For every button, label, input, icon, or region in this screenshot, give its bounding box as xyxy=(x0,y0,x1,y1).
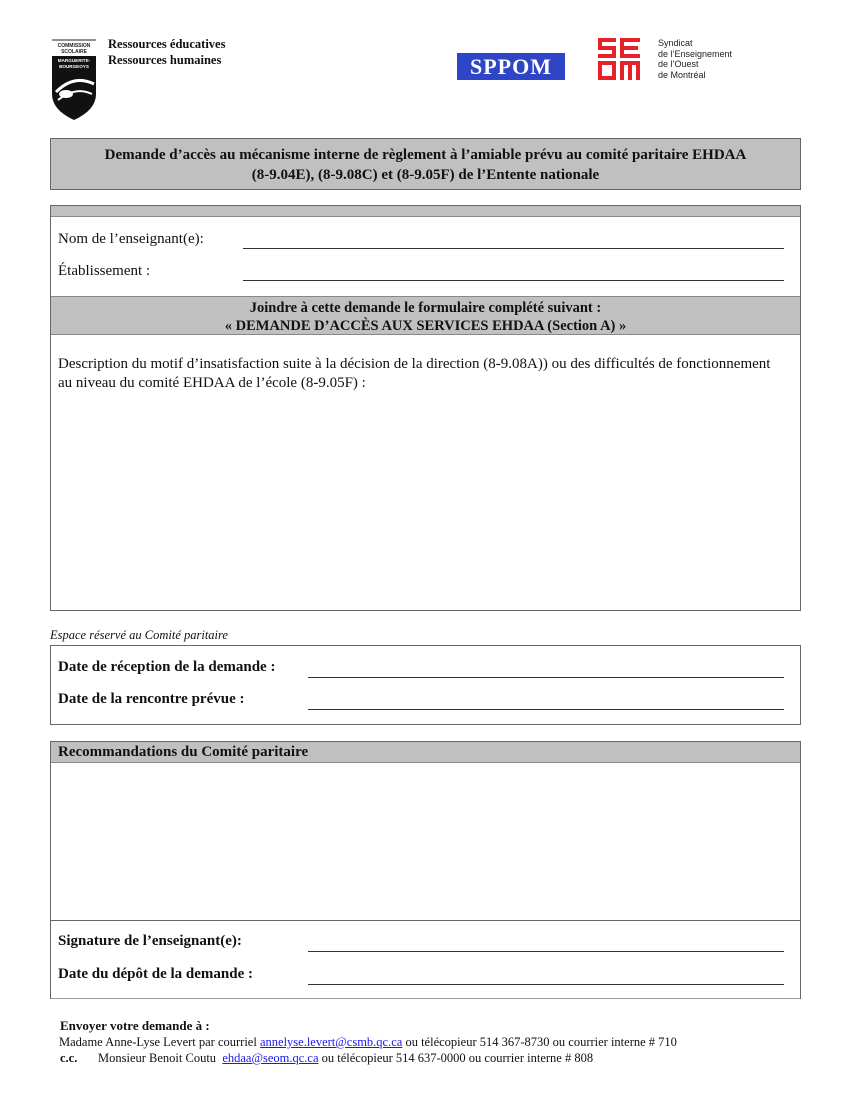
seom-name-line: de Montréal xyxy=(658,69,706,80)
cc-contact-prefix: Monsieur Benoit Coutu xyxy=(98,1051,223,1065)
recommendations-header: Recommandations du Comité paritaire xyxy=(51,742,800,763)
cc-contact-email-link[interactable]: ehdaa@seom.qc.ca xyxy=(222,1051,319,1065)
deposit-date-label: Date du dépôt de la demande : xyxy=(58,966,254,982)
form-title-line-2: (8-9.04E), (8-9.08C) et (8-9.05F) de l’Entente nationale xyxy=(251,167,600,183)
primary-contact-prefix: Madame Anne-Lyse Levert par courriel xyxy=(59,1035,260,1049)
primary-contact-email-link[interactable]: annelyse.levert@csmb.qc.ca xyxy=(259,1035,403,1049)
signature-label: Signature de l’enseignant(e): xyxy=(58,933,242,949)
teacher-name-field[interactable] xyxy=(243,248,784,249)
logo-text-line: BOURGEOYS xyxy=(59,64,89,69)
seom-name-line: Syndicat xyxy=(658,38,693,48)
cc-label: c.c. xyxy=(60,1051,78,1065)
school-label: Établissement : xyxy=(58,263,151,279)
department-line-2: Ressources humaines xyxy=(108,53,222,67)
footer xyxy=(60,1018,677,1066)
section-bottom-border xyxy=(51,998,800,999)
logo-text-line: COMMISSION xyxy=(57,43,91,49)
school-field[interactable] xyxy=(243,280,784,281)
reception-date-label: Date de réception de la demande : xyxy=(58,659,276,675)
reserved-space-note: Espace réservé au Comité paritaire xyxy=(50,628,228,642)
attach-notice-line-1: Joindre à cette demande le formulaire complété suivant : xyxy=(249,300,602,316)
primary-contact xyxy=(59,1034,677,1050)
signature-field[interactable] xyxy=(308,951,784,952)
sppom-logo: SPPOM xyxy=(457,53,565,80)
reception-date-field[interactable] xyxy=(308,677,784,678)
department-heading xyxy=(108,36,225,68)
department-line-1: Ressources éducatives xyxy=(108,37,226,51)
logo-text-line: SCOLAIRE xyxy=(61,49,87,55)
attach-notice-line-2: « DEMANDE D’ACCÈS AUX SERVICES EHDAA (Section A) » xyxy=(224,318,627,334)
deposit-date-field[interactable] xyxy=(308,984,784,985)
meeting-date-label: Date de la rencontre prévue : xyxy=(58,691,245,707)
description-field[interactable] xyxy=(51,396,800,610)
seom-name-line: de l’Enseignement xyxy=(658,48,733,59)
request-section xyxy=(50,205,801,611)
form-title xyxy=(50,138,801,190)
primary-contact-suffix: ou télécopieur 514 367-8730 ou courrier interne # 710 xyxy=(402,1035,677,1049)
committee-section xyxy=(50,645,801,725)
teacher-name-label: Nom de l’enseignant(e): xyxy=(58,231,204,247)
section-top-bar xyxy=(51,206,800,217)
csmb-shield-logo-icon xyxy=(50,38,98,120)
description-label: Description du motif d’insatisfaction suite à la décision de la direction (8-9.08A)) ou des difficultés de fonctionnement au niveau du comité EHDAA de l’école (8-9.05F) : xyxy=(58,356,771,391)
seom-name xyxy=(658,38,732,80)
seom-name-line: de l’Ouest xyxy=(658,59,699,69)
divider xyxy=(51,920,800,921)
form-title-line-1: Demande d’accès au mécanisme interne de règlement à l’amiable prévu au comité paritaire EHDAA xyxy=(104,147,747,163)
logo-text-line: MARGUERITE- xyxy=(57,58,91,63)
seom-logo-icon xyxy=(598,38,640,80)
recommendations-section xyxy=(50,741,801,999)
meeting-date-field[interactable] xyxy=(308,709,784,710)
send-to-heading: Envoyer votre demande à : xyxy=(60,1018,210,1033)
recommendations-field[interactable] xyxy=(51,763,800,920)
cc-contact-suffix: ou télécopieur 514 637-0000 ou courrier interne # 808 xyxy=(318,1051,594,1065)
cc-contact xyxy=(60,1050,677,1066)
attach-form-notice xyxy=(51,296,800,335)
